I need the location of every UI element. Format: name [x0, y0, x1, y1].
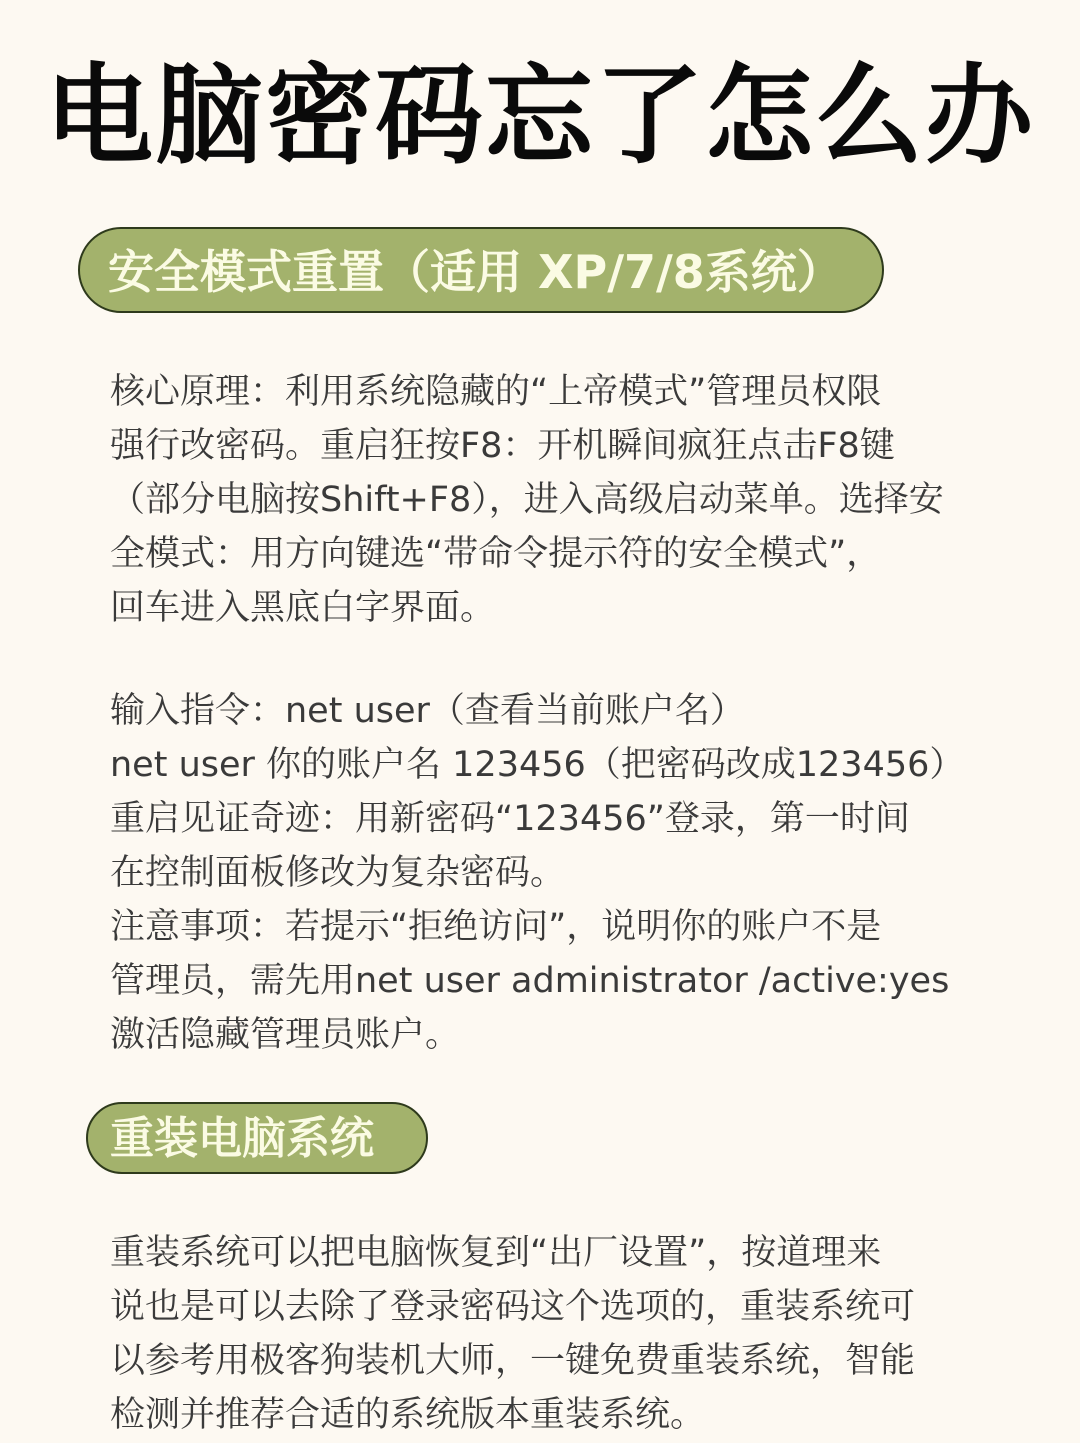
safe-mode-paragraph-1	[110, 365, 1030, 635]
text-line: 重启见证奇迹：用新密码“123456”登录，第一时间	[110, 799, 910, 839]
text-line: 核心原理：利用系统隐藏的“上帝模式”管理员权限	[110, 372, 882, 412]
section-heading-safe-mode: 安全模式重置（适用 XP/7/8系统）	[78, 227, 884, 313]
text-line: 输入指令：net user（查看当前账户名）	[110, 691, 745, 731]
text-line: （部分电脑按Shift+F8），进入高级启动菜单。选择安	[110, 480, 944, 520]
text-line: 重装系统可以把电脑恢复到“出厂设置”，按道理来	[110, 1233, 882, 1273]
text-line: 激活隐藏管理员账户。	[110, 1015, 461, 1055]
text-line: 回车进入黑底白字界面。	[110, 588, 496, 628]
text-line: 注意事项：若提示“拒绝访问”，说明你的账户不是	[110, 907, 882, 947]
text-line: 管理员，需先用net user administrator /active:yes	[110, 961, 950, 1001]
safe-mode-paragraph-2	[110, 684, 1030, 1062]
text-line: 在控制面板修改为复杂密码。	[110, 853, 566, 893]
text-line: 说也是可以去除了登录密码这个选项的，重装系统可	[110, 1287, 916, 1327]
text-line: 以参考用极客狗装机大师，一键免费重装系统，智能	[110, 1341, 916, 1381]
section-heading-reinstall: 重装电脑系统	[86, 1102, 428, 1174]
page-title: 电脑密码忘了怎么办	[44, 54, 1035, 179]
text-line: 全模式：用方向键选“带命令提示符的安全模式”，	[110, 534, 882, 574]
text-line: 强行改密码。重启狂按F8：开机瞬间疯狂点击F8键	[110, 426, 895, 466]
text-line: 检测并推荐合适的系统版本重装系统。	[110, 1395, 706, 1435]
text-line: net user 你的账户名 123456（把密码改成123456）	[110, 745, 965, 785]
reinstall-paragraph	[110, 1226, 1030, 1442]
